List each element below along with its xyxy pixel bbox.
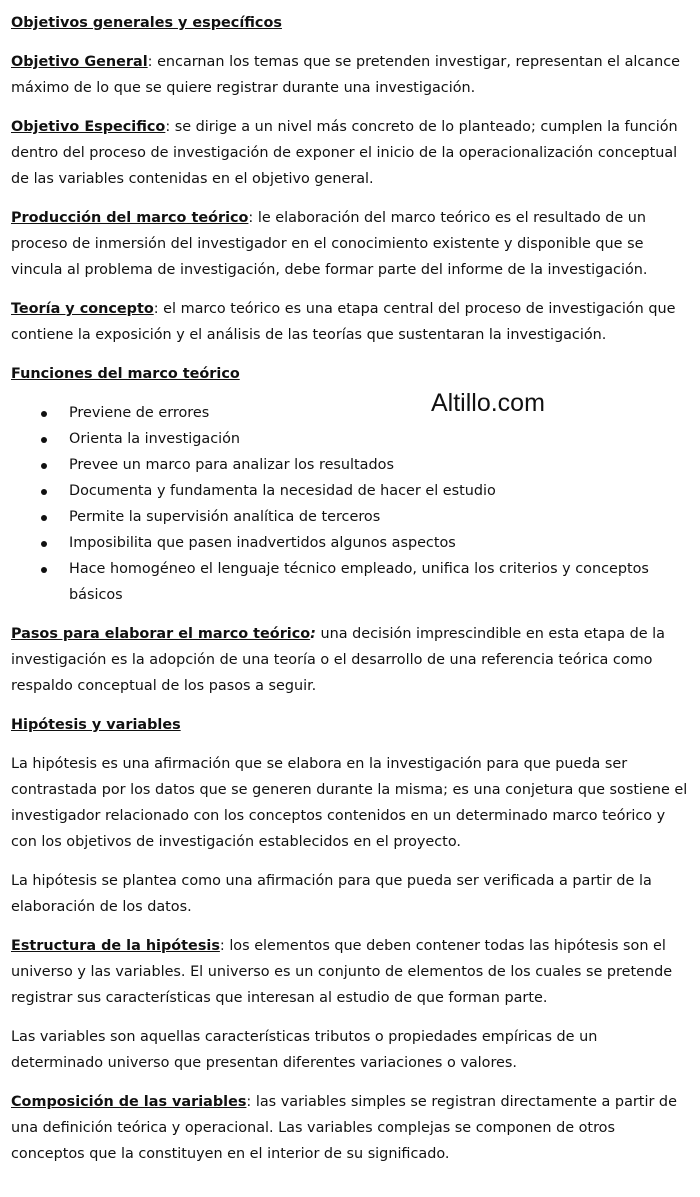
text-objetivo-general: : encarnan los temas que se pretenden investigar, representan el alcance máximo de lo que se quiere registrar durante una investigación. [11,54,681,96]
text-estructura: : los elementos que deben contener todas las hipótesis son el universo y las variables. El universo es un conjunto de elementos de los cuales se pretende registrar sus características que interesan al estudio de que forman parte. [11,938,673,1006]
bullet-icon [41,515,47,521]
paragraph-composicion [11,1089,693,1167]
bullet-icon [41,411,47,417]
paragraph-hipotesis-2: La hipótesis se plantea como una afirmación para que pueda ser verificada a partir de la elaboración de los datos. [11,873,652,915]
list-item-text: Hace homogéneo el lenguaje técnico empleado, unifica los criterios y conceptos básicos [69,561,649,603]
hipotesis-heading [11,712,693,738]
term-estructura: Estructura de la hipótesis [11,938,220,954]
term-objetivo-especifico: Objetivo Especifico [11,119,166,135]
list-item [11,504,693,530]
list-item [11,530,693,556]
paragraph-objetivo-especifico [11,114,693,192]
term-pasos: Pasos para elaborar el marco teórico [11,626,311,642]
text-pasos: una decisión imprescindible en esta etapa de la investigación es la adopción de una teoría o el desarrollo de una referencia teórica como respaldo conceptual de los pasos a seguir. [11,626,665,694]
watermark-text: Altillo.com [431,389,545,417]
paragraph-teoria-concepto [11,296,693,348]
text-objetivo-especifico: : se dirige a un nivel más concreto de lo planteado; cumplen la función dentro del proceso de investigación de exponer el inicio de la operacionalización conceptual de las variables contenidas en el objetivo general. [11,119,678,187]
term-composicion: Composición de las variables [11,1094,247,1110]
paragraph-variables-def: Las variables son aquellas características tributos o propiedades empíricas de un determinado universo que presentan diferentes variaciones o valores. [11,1029,598,1071]
bullet-icon [41,567,47,573]
paragraph-estructura [11,933,693,1011]
list-item-text: Previene de errores [69,405,210,421]
list-item-text: Prevee un marco para analizar los resultados [69,457,394,473]
bullet-icon [41,541,47,547]
list-item [11,452,693,478]
document-page [11,10,693,1180]
bullet-icon [41,437,47,443]
term-objetivo-general: Objetivo General [11,54,148,70]
term-produccion-marco: Producción del marco teórico [11,210,249,226]
text-produccion-marco: : le elaboración del marco teórico es el resultado de un proceso de inmersión del investigador en el conocimiento existente y disponible que se vincula al problema de investigación, debe formar parte del informe de la investigación. [11,210,648,278]
list-item [11,478,693,504]
list-item [11,426,693,452]
paragraph-objetivo-general [11,49,693,101]
list-item-text: Permite la supervisión analítica de terceros [69,509,381,525]
list-item-text: Orienta la investigación [69,431,241,447]
paragraph-pasos [11,621,693,699]
text-teoria-concepto: : el marco teórico es una etapa central del proceso de investigación que contiene la exposición y el análisis de las teorías que sustentaran la investigación. [11,301,676,343]
title-text: Objetivos generales y específicos [11,15,282,31]
document-title [11,10,693,36]
funciones-list [11,400,693,608]
pasos-colon: : [310,626,316,642]
list-item-text: Documenta y fundamenta la necesidad de hacer el estudio [69,483,496,499]
bullet-icon [41,489,47,495]
funciones-heading-text: Funciones del marco teórico [11,366,240,382]
funciones-heading [11,361,693,387]
term-teoria-concepto: Teoría y concepto [11,301,154,317]
paragraph-hipotesis-1: La hipótesis es una afirmación que se elabora en la investigación para que pueda ser contrastada por los datos que se generen durante la misma; es una conjetura que sostiene el investigador relacionado con los conceptos contenidos en un determinado marco teórico y con los objetivos de investigación establecidos en el proyecto. [11,756,688,850]
text-composicion: : las variables simples se registran directamente a partir de una definición teórica y operacional. Las variables complejas se componen de otros conceptos que la constituyen en el interior de su significado. [11,1094,677,1162]
bullet-icon [41,463,47,469]
list-item [11,556,693,608]
list-item [11,400,693,426]
list-item-text: Imposibilita que pasen inadvertidos algunos aspectos [69,535,456,551]
hipotesis-heading-text: Hipótesis y variables [11,717,181,733]
paragraph-produccion-marco [11,205,693,283]
